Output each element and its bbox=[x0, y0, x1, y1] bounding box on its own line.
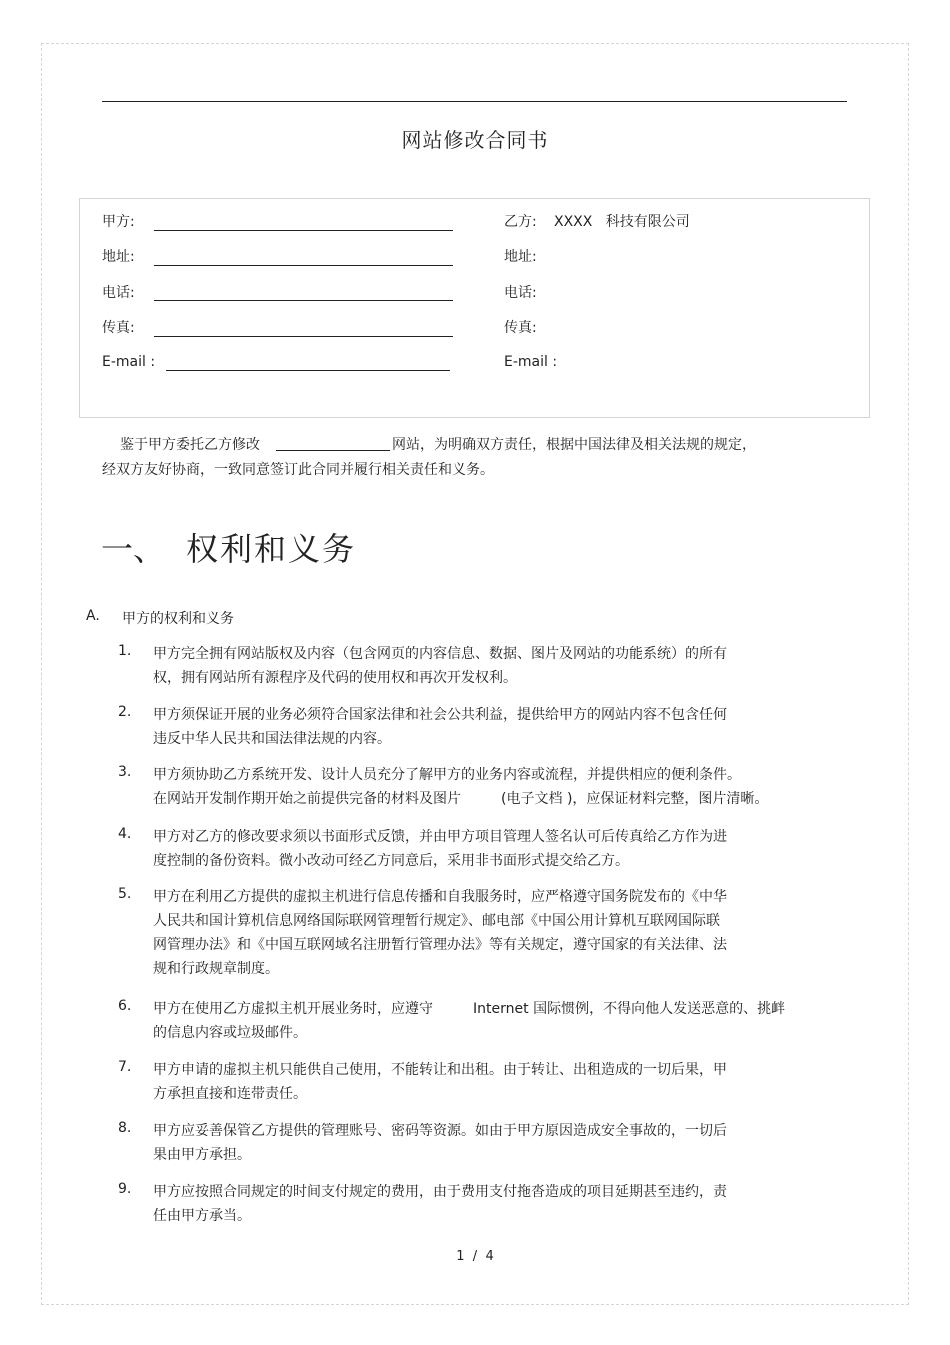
subsection-title: 甲方的权利和义务 bbox=[122, 611, 234, 627]
section-number: 一、 bbox=[101, 530, 166, 568]
list-item-text-line: 违反中华人民共和国法律法规的内容。 bbox=[153, 731, 391, 747]
list-item-text-line: 方承担直接和连带责任。 bbox=[153, 1086, 307, 1102]
list-item-text-line: 甲方须协助乙方系统开发、设计人员充分了解甲方的业务内容或流程，并提供相应的便利条件。 bbox=[153, 767, 741, 783]
list-item-text-line: 的信息内容或垃圾邮件。 bbox=[153, 1025, 307, 1041]
party-b-fax-label: 传真: bbox=[504, 320, 537, 336]
list-item-text-line: 甲方应妥善保管乙方提供的管理账号、密码等资源。如由于甲方原因造成安全事故的，一切后 bbox=[153, 1123, 727, 1139]
party-b-address-label: 地址: bbox=[504, 249, 537, 265]
party-a-fax-label: 传真: bbox=[102, 320, 135, 336]
list-item-text-line: 果由甲方承担。 bbox=[153, 1147, 251, 1163]
party-a-name-label: 甲方: bbox=[102, 214, 135, 230]
list-item-number: 9. bbox=[118, 1181, 132, 1197]
party-a-address-label: 地址: bbox=[102, 249, 135, 265]
list-item-number: 4. bbox=[118, 826, 132, 842]
party-a-email-field[interactable] bbox=[166, 370, 450, 371]
intro-line-1-start: 鉴于甲方委托乙方修改 bbox=[120, 437, 260, 453]
website-name-blank[interactable] bbox=[276, 436, 390, 451]
party-a-address-field[interactable] bbox=[154, 265, 453, 266]
intro-line-1 bbox=[120, 434, 756, 454]
list-item-text-line: 在网站开发制作期开始之前提供完备的材料及图片 (电子文档 )，应保证材料完整，图片清晰。 bbox=[153, 791, 769, 807]
list-item-text-line: 甲方在利用乙方提供的虚拟主机进行信息传播和自我服务时，应严格遵守国务院发布的《中华 bbox=[153, 889, 727, 905]
list-item-text-line: 人民共和国计算机信息网络国际联网管理暂行规定》、邮电部《中国公用计算机互联网国际联 bbox=[153, 913, 720, 929]
list-item-text-line: 甲方须保证开展的业务必须符合国家法律和社会公共利益，提供给甲方的网站内容不包含任何 bbox=[153, 707, 727, 723]
list-item-text-line: 权，拥有网站所有源程序及代码的使用权和再次开发权利。 bbox=[153, 670, 517, 686]
list-item-text-line: 规和行政规章制度。 bbox=[153, 961, 279, 977]
list-item-number: 8. bbox=[118, 1120, 132, 1136]
list-item-number: 7. bbox=[118, 1059, 132, 1075]
list-item-number: 5. bbox=[118, 886, 132, 902]
header-rule bbox=[102, 101, 847, 102]
list-item-number: 1. bbox=[118, 643, 132, 659]
party-b-name-label: 乙方: bbox=[504, 214, 537, 230]
party-a-phone-field[interactable] bbox=[154, 300, 453, 301]
party-a-phone-label: 电话: bbox=[102, 285, 135, 301]
party-info-box bbox=[79, 198, 870, 418]
section-title: 权利和义务 bbox=[186, 530, 357, 568]
party-b-email-label: E-mail : bbox=[504, 354, 558, 370]
list-item-text-line: 甲方完全拥有网站版权及内容（包含网页的内容信息、数据、图片及网站的功能系统）的所有 bbox=[153, 646, 727, 662]
list-item-text-line: 甲方申请的虚拟主机只能供自己使用，不能转让和出租。由于转让、出租造成的一切后果，甲 bbox=[153, 1062, 727, 1078]
list-item-text-line: 度控制的备份资料。微小改动可经乙方同意后，采用非书面形式提交给乙方。 bbox=[153, 853, 629, 869]
subsection-marker: A. bbox=[86, 608, 100, 624]
document-title: 网站修改合同书 bbox=[401, 128, 549, 152]
list-item-number: 6. bbox=[118, 998, 132, 1014]
list-item-text-line: 网管理办法》和《中国互联网域名注册暂行管理办法》等有关规定，遵守国家的有关法律、法 bbox=[153, 937, 727, 953]
intro-line-1-end: 网站，为明确双方责任，根据中国法律及相关法规的规定， bbox=[392, 437, 756, 453]
list-item-number: 3. bbox=[118, 764, 132, 780]
party-a-email-label: E-mail : bbox=[102, 354, 156, 370]
intro-line-2: 经双方友好协商，一致同意签订此合同并履行相关责任和义务。 bbox=[102, 462, 494, 478]
list-item-text-line: 任由甲方承当。 bbox=[153, 1208, 251, 1224]
party-a-name-field[interactable] bbox=[154, 230, 453, 231]
list-item-text-line: 甲方应按照合同规定的时间支付规定的费用，由于费用支付拖沓造成的项目延期甚至违约，责 bbox=[153, 1184, 727, 1200]
list-item-number: 2. bbox=[118, 704, 132, 720]
list-item-text-line: 甲方对乙方的修改要求须以书面形式反馈，并由甲方项目管理人签名认可后传真给乙方作为进 bbox=[153, 829, 727, 845]
party-b-name-value: XXXX 科技有限公司 bbox=[554, 214, 690, 230]
page-number: 1 / 4 bbox=[456, 1249, 494, 1264]
party-a-fax-field[interactable] bbox=[154, 336, 453, 337]
list-item-text-line: 甲方在使用乙方虚拟主机开展业务时，应遵守 Internet 国际惯例，不得向他人发送恶意的、挑衅 bbox=[153, 1001, 786, 1017]
party-b-phone-label: 电话: bbox=[504, 285, 537, 301]
